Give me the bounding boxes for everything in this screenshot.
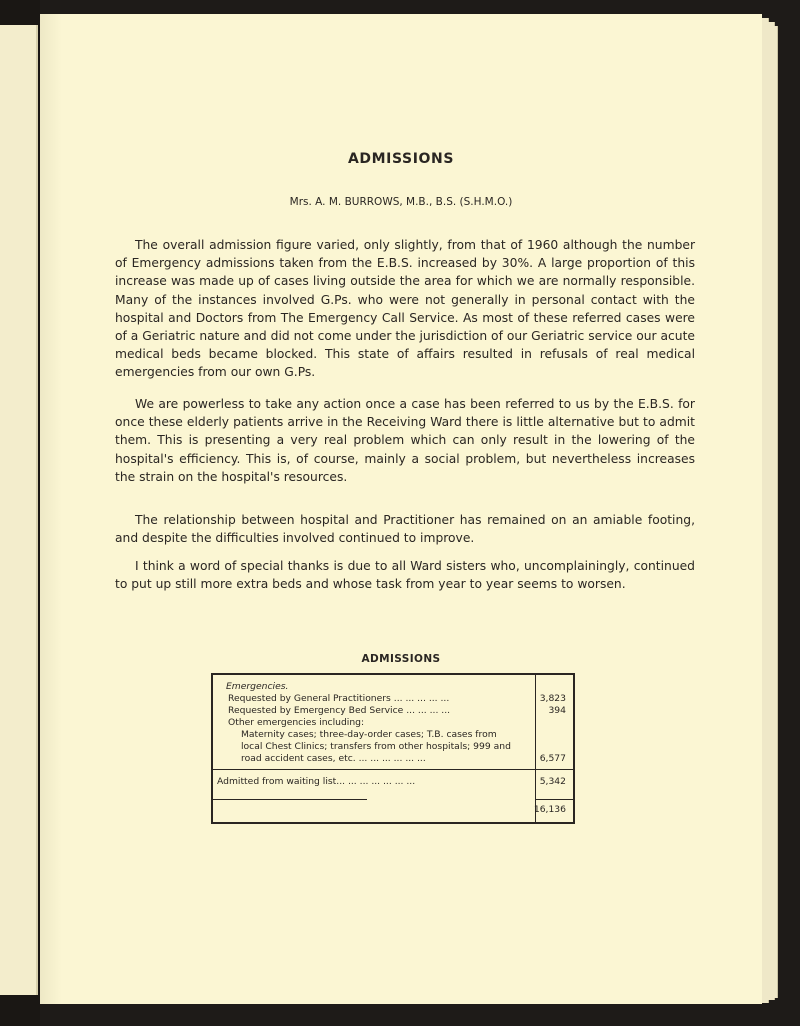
paragraph-3: The relationship between hospital and Practitioner has remained on an amiable footing, and despite the difficulties involved continued to improve. bbox=[115, 513, 695, 546]
table-total: 16,136 bbox=[533, 804, 566, 815]
paragraph-2: We are powerless to take any action once a case has been referred to us by the E.B.S. for once these elderly patients arrive in the Receiving Ward there is little alternative but to admit them. This is presenting a very real problem which can only result in the lowering of the hospital's efficiency. This is, of course, mainly a social problem, but nevertheless increases the strain on the hospital's resources. bbox=[115, 397, 695, 484]
paragraph-4: I think a word of special thanks is due to all Ward sisters who, uncomplainingly, continued to put up still more extra beds and whose task from year to year seems to worsen. bbox=[115, 559, 695, 592]
adjacent-page-spine bbox=[0, 0, 40, 1026]
table-row-label: Requested by General Practitioners ... ... ... ... ... bbox=[228, 693, 450, 704]
table-row-label: local Chest Clinics; transfers from other hospitals; 999 and bbox=[241, 741, 511, 752]
table-row-value: 3,823 bbox=[539, 693, 566, 704]
document-page bbox=[40, 14, 762, 1004]
table-row-divider bbox=[213, 769, 535, 770]
waiting-list-value: 5,342 bbox=[539, 776, 566, 787]
adjacent-page-leaf bbox=[0, 25, 38, 995]
table-row-label: Maternity cases; three-day-order cases; T.B. cases from bbox=[241, 729, 497, 740]
table-section-heading: Emergencies. bbox=[226, 681, 289, 692]
table-row-label: road accident cases, etc. ... ... ... ... ... ... bbox=[241, 753, 426, 764]
table-row-label: Requested by Emergency Bed Service ... ... ... ... bbox=[228, 705, 451, 716]
table-row-value: 394 bbox=[548, 705, 566, 716]
paragraph-1: The overall admission figure varied, only slightly, from that of 1960 although the number of Emergency admissions taken from the E.B.S. increased by 30%. A large proportion of this increase was made up of cases living outside the area for which we are normally responsible. Many of the instances involved G.Ps. who were not generally in personal contact with the hospital and Doctors from The Emergency Call Service. As most of these referred cases were of a Geriatric nature and did not come under the jurisdiction of our Geriatric service our acute medical beds became blocked. This state of affairs resulted in refusals of real medical emergencies from our own G.Ps. bbox=[115, 238, 695, 380]
table-row-label: Other emergencies including: bbox=[228, 717, 365, 728]
table-title: ADMISSIONS bbox=[361, 653, 441, 665]
admissions-table bbox=[211, 673, 575, 824]
waiting-list-label: Admitted from waiting list... ... ... ... ... ... ... bbox=[217, 776, 416, 787]
author-line: Mrs. A. M. BURROWS, M.B., B.S. (S.H.M.O.) bbox=[289, 196, 513, 208]
page-title: ADMISSIONS bbox=[347, 151, 455, 167]
subtotal-rule bbox=[535, 769, 575, 770]
table-row-value: 6,577 bbox=[539, 753, 566, 764]
page-edge-3 bbox=[774, 26, 778, 998]
table-row-divider bbox=[213, 799, 367, 800]
total-rule bbox=[535, 799, 575, 800]
